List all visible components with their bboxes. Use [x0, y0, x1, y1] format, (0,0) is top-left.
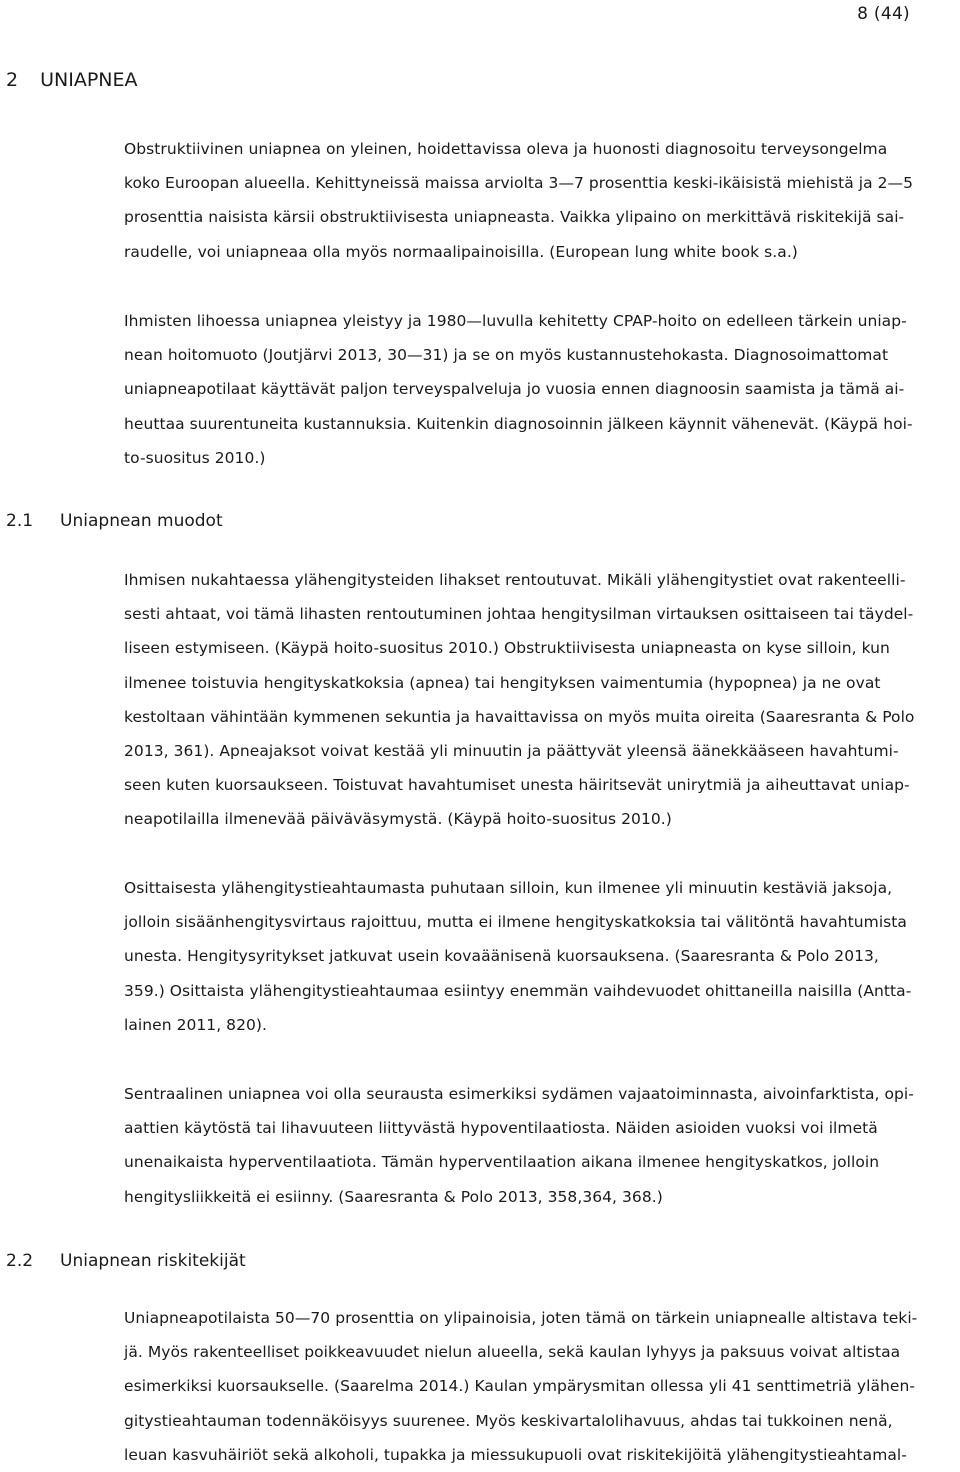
text-line: koko Euroopan alueella. Kehittyneissä maissa arviolta 3—7 prosenttia keski-ikäisistä miehistä ja 2—5 — [124, 174, 913, 193]
text-line: hengitysliikkeitä ei esiinny. (Saaresranta & Polo 2013, 358,364, 368.) — [124, 1187, 663, 1206]
chapter-heading — [6, 69, 138, 91]
text-line: lainen 2011, 820). — [124, 1015, 267, 1034]
section-number: 2.1 — [6, 511, 34, 531]
text-line: Uniapneapotilaista 50—70 prosenttia on ylipainoisia, joten tämä on tärkein uniapnealle altistava teki- — [124, 1309, 918, 1327]
text-line: jä. Myös rakenteelliset poikkeavuudet nielun alueella, sekä kaulan lyhyys ja paksuus voivat altistaa — [124, 1343, 901, 1362]
text-line: 2013, 361). Apneajaksot voivat kestää yli minuutin ja päättyvät yleensä äänekkääseen havahtumi- — [124, 742, 899, 761]
text-line: liseen estymiseen. (Käypä hoito-suositus 2010.) Obstruktiivisesta uniapneasta on kyse silloin, kun — [124, 639, 890, 658]
text-line: Osittaisesta ylähengitystieahtaumasta puhutaan silloin, kun ilmenee yli minuutin kestäviä jaksoja, — [124, 879, 893, 897]
section-title: Uniapnean riskitekijät — [60, 1251, 246, 1271]
chapter-title: UNIAPNEA — [40, 69, 138, 91]
text-line: ilmenee toistuvia hengityskatkoksia (apnea) tai hengityksen vaimentumia (hypopnea) ja ne ovat — [124, 673, 881, 692]
paragraph-partial — [124, 871, 936, 1042]
section-title: Uniapnean muodot — [60, 511, 223, 531]
text-line: sesti ahtaat, voi tämä lihasten rentoutuminen johtaa hengitysilman virtauksen osittaiseen tai täydel- — [124, 605, 914, 624]
text-line: esimerkiksi kuorsaukselle. (Saarelma 2014.) Kaulan ympärysmitan ollessa yli 41 senttimetriä ylähen- — [124, 1377, 916, 1396]
section-number: 2.2 — [6, 1251, 34, 1271]
text-line: Ihmisten lihoessa uniapnea yleistyy ja 1980—luvulla kehitetty CPAP-hoito on edelleen tärkein uniap- — [124, 312, 907, 330]
text-line: unesta. Hengitysyritykset jatkuvat usein kovaäänisenä kuorsauksena. (Saaresranta & Polo 2013, — [124, 947, 879, 966]
text-line: gitystieahtauman todennäköisyys suurenee. Myös keskivartalolihavuus, ahdas tai tukkoinen nenä, — [124, 1411, 893, 1430]
text-line: aattien käytöstä tai lihavuuteen liittyvästä hypoventilaatiosta. Näiden asioiden vuoksi voi ilmetä — [124, 1119, 878, 1138]
text-line: raudelle, voi uniapneaa olla myös normaalipainoisilla. (European lung white book s.a.) — [124, 242, 798, 261]
text-line: heuttaa suurentuneita kustannuksia. Kuitenkin diagnosoinnin jälkeen käynnit vähenevät. (Käypä hoi- — [124, 414, 913, 433]
text-line: nean hoitomuoto (Joutjärvi 2013, 30—31) ja se on myös kustannustehokasta. Diagnosoimattomat — [124, 346, 889, 365]
section-heading-riskitekijat — [6, 1251, 246, 1271]
text-line: prosenttia naisista kärsii obstruktiivisesta uniapneasta. Vaikka ylipaino on merkittävä riskitekijä sai- — [124, 208, 905, 227]
page-number: 8 (44) — [857, 4, 910, 24]
text-line: seen kuten kuorsaukseen. Toistuvat havahtumiset unesta häiritsevät unirytmiä ja aiheuttavat uniap- — [124, 776, 910, 795]
paragraph-intro — [124, 132, 936, 269]
text-line: kestoltaan vähintään kymmenen sekuntia ja havaittavissa on myös muita oireita (Saaresranta & Polo — [124, 707, 915, 726]
text-line: Sentraalinen uniapnea voi olla seurausta esimerkiksi sydämen vajaatoiminnasta, aivoinfarktista, opi- — [124, 1085, 914, 1103]
chapter-number: 2 — [6, 69, 19, 91]
text-line: uniapneapotilaat käyttävät paljon terveyspalveluja jo vuosia ennen diagnoosin saamista ja tämä ai- — [124, 380, 905, 399]
text-line: unenaikaista hyperventilaatiota. Tämän hyperventilaation aikana ilmenee hengityskatkos, jolloin — [124, 1153, 880, 1172]
text-line: 359.) Osittaista ylähengitystieahtaumaa esiintyy enemmän vaihdevuodet ohittaneilla naisilla (Antta- — [124, 981, 912, 1000]
paragraph-cpap — [124, 304, 936, 475]
text-line: jolloin sisäänhengitysvirtaus rajoittuu, mutta ei ilmene hengityskatkoksia tai välitöntä havahtumista — [124, 913, 907, 932]
paragraph-central — [124, 1077, 936, 1214]
text-line: Obstruktiivinen uniapnea on yleinen, hoidettavissa oleva ja huonosti diagnosoitu terveysongelma — [124, 140, 888, 158]
section-heading-muodot — [6, 511, 223, 531]
text-line: neapotilailla ilmenevää päiväväsymystä. (Käypä hoito-suositus 2010.) — [124, 810, 672, 829]
text-line: leuan kasvuhäiriöt sekä alkoholi, tupakka ja miessukupuoli ovat riskitekijöitä ylähengitystieahtamal- — [124, 1445, 907, 1464]
paragraph-risk-factors — [124, 1301, 936, 1472]
text-line: Ihmisen nukahtaessa ylähengitysteiden lihakset rentoutuvat. Mikäli ylähengitystiet ovat rakenteelli- — [124, 571, 906, 589]
paragraph-obstructive — [124, 563, 936, 837]
text-line: to-suositus 2010.) — [124, 448, 266, 467]
